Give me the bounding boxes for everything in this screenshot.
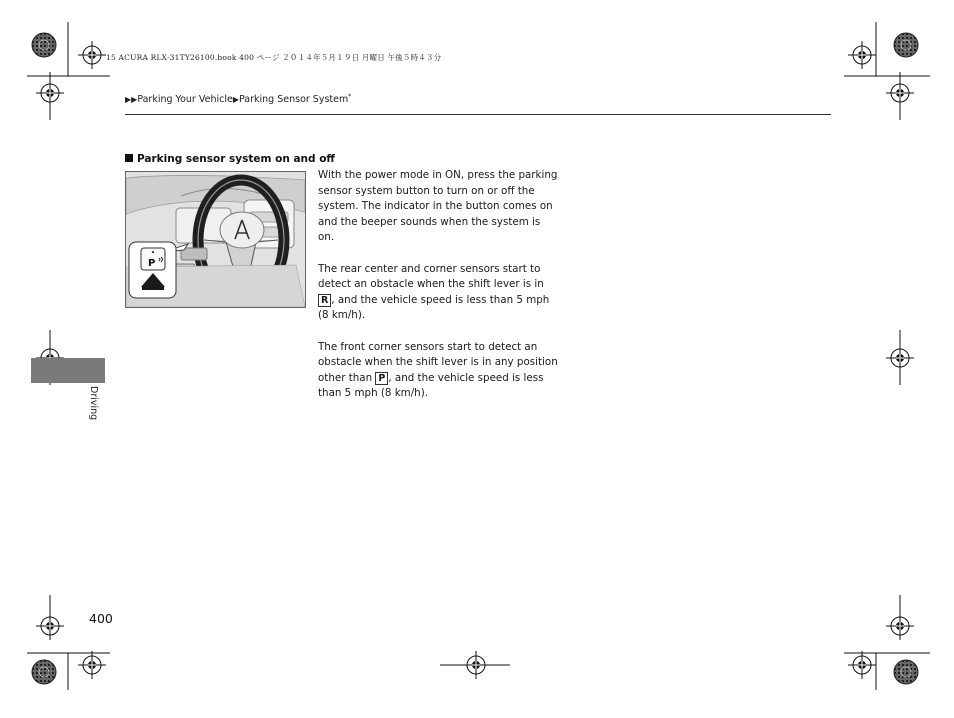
chapter-tab-label: Driving <box>88 386 99 421</box>
paragraph-front-sensors: The front corner sensors start to detect an obstacle when the shift lever is in any position other than P , and the vehicle speed is less than 5 mph (8 km/h). <box>318 340 558 400</box>
header-rule <box>125 114 831 115</box>
paragraph-rear-sensors: The rear center and corner sensors start to detect an obstacle when the shift lever is in R , and the vehicle speed is less than 5 mph (8 km/h). <box>318 262 550 322</box>
section-heading-text: Parking sensor system on and off <box>137 153 335 165</box>
svg-text:▲: ▲ <box>151 249 155 254</box>
breadcrumb-arrow-icon: ▶ <box>125 95 132 105</box>
dashboard-illustration <box>125 171 306 308</box>
breadcrumb <box>125 93 351 105</box>
shift-key-r-icon: R <box>318 294 331 307</box>
steering-wheel-illustration <box>126 172 305 307</box>
breadcrumb-arrow-icon: ▶ <box>232 95 239 105</box>
footnote-mark: * <box>348 93 352 100</box>
body-text <box>318 168 558 418</box>
parking-sensor-button-icon: P <box>148 258 156 269</box>
section-heading <box>125 153 335 165</box>
chapter-tab[interactable] <box>31 358 105 383</box>
shift-key-p-icon: P <box>375 372 388 385</box>
breadcrumb-arrow-icon: ▶ <box>131 95 138 105</box>
paragraph-power-button: With the power mode in ON, press the parking sensor system button to turn on or off the system. The indicator in the button comes on and the beeper sounds when the system is on. <box>318 169 558 244</box>
breadcrumb-item-parking-sensor-system[interactable]: Parking Sensor System <box>238 94 349 106</box>
breadcrumb-item-parking-your-vehicle[interactable]: Parking Your Vehicle <box>137 94 233 106</box>
print-file-header: 15 ACURA RLX-31TY26100.book 400 ページ ２０１４年５月１９日 月曜日 午後５時４３分 <box>106 53 442 62</box>
square-bullet-icon <box>125 154 133 162</box>
page-number: 400 <box>89 611 113 626</box>
